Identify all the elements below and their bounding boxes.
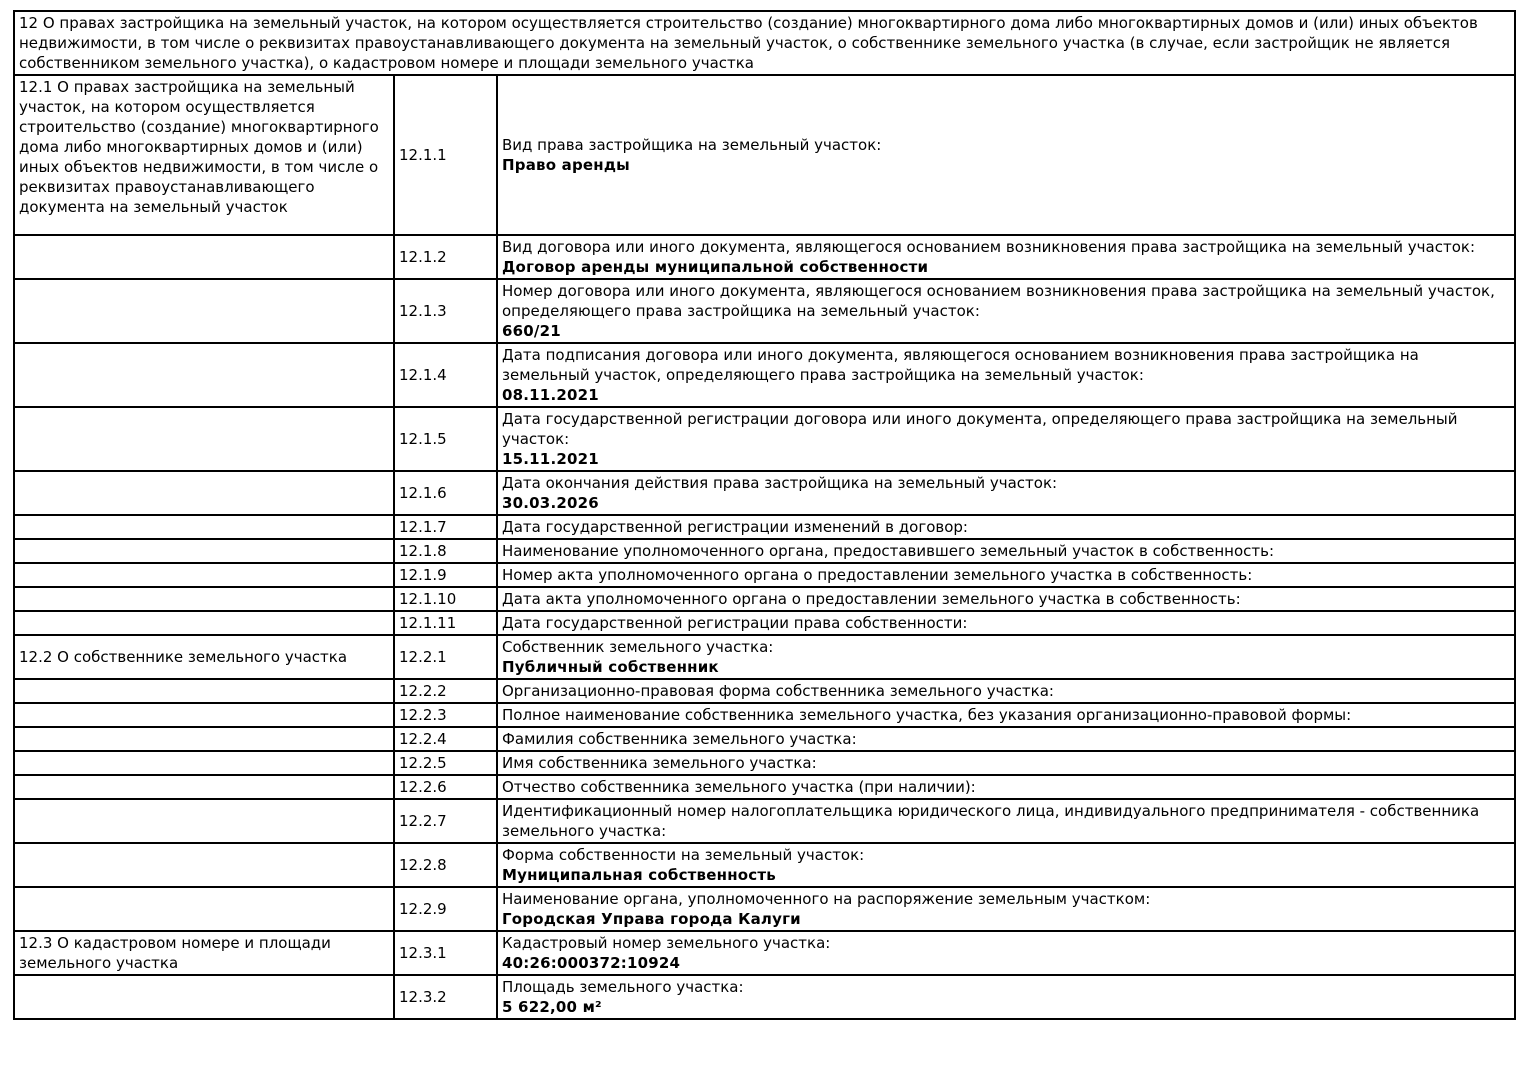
field-value: 08.11.2021 — [502, 386, 599, 404]
code-cell: 12.1.10 — [394, 587, 497, 611]
group-cell — [14, 635, 394, 679]
content-cell — [497, 75, 1515, 235]
code-cell: 12.2.5 — [394, 751, 497, 775]
code-cell: 12.1.5 — [394, 407, 497, 471]
table-row — [14, 799, 1515, 843]
table-row — [14, 635, 1515, 679]
group-label: 12.1 О правах застройщика на земельный участок, на котором осуществляется строительство (создание) многоквартирного дома либо многоквартирных домов и (или) иных объектов недвижимости, в том числе о реквизитах правоустанавливающего документа на земельный участок — [19, 78, 379, 216]
code-cell: 12.3.2 — [394, 975, 497, 1019]
group-cell — [14, 407, 394, 471]
field-label: Дата государственной регистрации изменений в договор: — [502, 518, 968, 536]
table-row — [14, 471, 1515, 515]
code-cell: 12.2.2 — [394, 679, 497, 703]
code-cell: 12.2.8 — [394, 843, 497, 887]
code-cell: 12.1.6 — [394, 471, 497, 515]
field-label: Организационно-правовая форма собственника земельного участка: — [502, 682, 1054, 700]
group-cell — [14, 703, 394, 727]
section-12-table — [13, 10, 1516, 1020]
content-cell — [497, 611, 1515, 635]
table-row — [14, 887, 1515, 931]
content-cell — [497, 471, 1515, 515]
group-cell — [14, 843, 394, 887]
code-cell: 12.1.8 — [394, 539, 497, 563]
group-cell — [14, 279, 394, 343]
field-label: Дата подписания договора или иного документа, являющегося основанием возникновения права застройщика на земельный участок, определяющего права застройщика на земельный участок: — [502, 346, 1419, 384]
group-cell — [14, 775, 394, 799]
group-cell — [14, 539, 394, 563]
group-cell — [14, 587, 394, 611]
code-cell: 12.2.9 — [394, 887, 497, 931]
table-row — [14, 727, 1515, 751]
field-label: Дата акта уполномоченного органа о предоставлении земельного участка в собственность: — [502, 590, 1241, 608]
code-cell: 12.2.4 — [394, 727, 497, 751]
group-cell — [14, 343, 394, 407]
content-cell — [497, 975, 1515, 1019]
group-cell — [14, 611, 394, 635]
code-cell: 12.3.1 — [394, 931, 497, 975]
field-value: 660/21 — [502, 322, 561, 340]
field-value: Право аренды — [502, 156, 630, 174]
code-cell: 12.1.2 — [394, 235, 497, 279]
field-label: Фамилия собственника земельного участка: — [502, 730, 857, 748]
field-label: Дата государственной регистрации права собственности: — [502, 614, 968, 632]
code-cell: 12.2.3 — [394, 703, 497, 727]
field-value: Городская Управа города Калуги — [502, 910, 801, 928]
field-label: Номер договора или иного документа, являющегося основанием возникновения права застройщика на земельный участок, определяющего права застройщика на земельный участок: — [502, 282, 1495, 320]
code-cell: 12.1.7 — [394, 515, 497, 539]
group-label: 12.2 О собственнике земельного участка — [19, 648, 348, 666]
group-cell — [14, 515, 394, 539]
content-cell — [497, 887, 1515, 931]
table-row — [14, 587, 1515, 611]
code-cell: 12.1.3 — [394, 279, 497, 343]
field-label: Номер акта уполномоченного органа о предоставлении земельного участка в собственность: — [502, 566, 1253, 584]
group-cell — [14, 887, 394, 931]
content-cell — [497, 407, 1515, 471]
field-label: Имя собственника земельного участка: — [502, 754, 817, 772]
table-row — [14, 751, 1515, 775]
group-label: 12.3 О кадастровом номере и площади земельного участка — [19, 934, 331, 972]
table-row — [14, 679, 1515, 703]
table-row — [14, 611, 1515, 635]
field-label: Идентификационный номер налогоплательщика юридического лица, индивидуального предпринимателя - собственника земельного участка: — [502, 802, 1480, 840]
content-cell — [497, 635, 1515, 679]
table-row — [14, 775, 1515, 799]
group-cell — [14, 563, 394, 587]
content-cell — [497, 235, 1515, 279]
code-cell: 12.2.1 — [394, 635, 497, 679]
group-cell — [14, 235, 394, 279]
content-cell — [497, 775, 1515, 799]
table-row — [14, 539, 1515, 563]
content-cell — [497, 539, 1515, 563]
content-cell — [497, 931, 1515, 975]
field-label: Дата окончания действия права застройщика на земельный участок: — [502, 474, 1058, 492]
section-header: 12 О правах застройщика на земельный участок, на котором осуществляется строительство (создание) многоквартирного дома либо многоквартирных домов и (или) иных объектов недвижимости, в том числе о реквизитах правоустанавливающего документа на земельный участок, о собственнике земельного участка (в случае, если застройщик не является собственником земельного участка), о кадастровом номере и площади земельного участка — [14, 11, 1515, 75]
content-cell — [497, 843, 1515, 887]
group-cell — [14, 975, 394, 1019]
field-value: Договор аренды муниципальной собственности — [502, 258, 929, 276]
field-label: Дата государственной регистрации договора или иного документа, определяющего права застройщика на земельный участок: — [502, 410, 1458, 448]
table-row — [14, 279, 1515, 343]
field-label: Площадь земельного участка: — [502, 978, 744, 996]
table-row — [14, 75, 1515, 235]
content-cell — [497, 563, 1515, 587]
group-cell — [14, 931, 394, 975]
field-value: 5 622,00 м² — [502, 998, 602, 1016]
group-cell — [14, 751, 394, 775]
code-cell: 12.1.1 — [394, 75, 497, 235]
table-row — [14, 235, 1515, 279]
field-label: Собственник земельного участка: — [502, 638, 774, 656]
table-row — [14, 515, 1515, 539]
section-header-row — [14, 11, 1515, 75]
code-cell: 12.2.7 — [394, 799, 497, 843]
table-row — [14, 931, 1515, 975]
content-cell — [497, 587, 1515, 611]
group-cell — [14, 679, 394, 703]
content-cell — [497, 799, 1515, 843]
group-cell — [14, 727, 394, 751]
field-value: 15.11.2021 — [502, 450, 599, 468]
field-label: Полное наименование собственника земельного участка, без указания организационно-правовой формы: — [502, 706, 1352, 724]
table-row — [14, 703, 1515, 727]
group-cell — [14, 799, 394, 843]
group-cell — [14, 75, 394, 235]
table-row — [14, 975, 1515, 1019]
code-cell: 12.1.4 — [394, 343, 497, 407]
code-cell: 12.1.11 — [394, 611, 497, 635]
field-label: Вид права застройщика на земельный участок: — [502, 136, 882, 154]
table-row — [14, 343, 1515, 407]
group-cell — [14, 471, 394, 515]
field-label: Отчество собственника земельного участка (при наличии): — [502, 778, 976, 796]
field-label: Кадастровый номер земельного участка: — [502, 934, 831, 952]
content-cell — [497, 515, 1515, 539]
field-value: 30.03.2026 — [502, 494, 599, 512]
field-value: Публичный собственник — [502, 658, 719, 676]
field-label: Форма собственности на земельный участок: — [502, 846, 865, 864]
field-label: Наименование органа, уполномоченного на распоряжение земельным участком: — [502, 890, 1151, 908]
field-value: 40:26:000372:10924 — [502, 954, 681, 972]
table-row — [14, 563, 1515, 587]
content-cell — [497, 343, 1515, 407]
code-cell: 12.1.9 — [394, 563, 497, 587]
field-label: Наименование уполномоченного органа, предоставившего земельный участок в собственность: — [502, 542, 1275, 560]
code-cell: 12.2.6 — [394, 775, 497, 799]
content-cell — [497, 727, 1515, 751]
table-row — [14, 407, 1515, 471]
content-cell — [497, 703, 1515, 727]
content-cell — [497, 679, 1515, 703]
content-cell — [497, 751, 1515, 775]
content-cell — [497, 279, 1515, 343]
field-value: Муниципальная собственность — [502, 866, 776, 884]
table-row — [14, 843, 1515, 887]
field-label: Вид договора или иного документа, являющегося основанием возникновения права застройщика на земельный участок: — [502, 238, 1476, 256]
